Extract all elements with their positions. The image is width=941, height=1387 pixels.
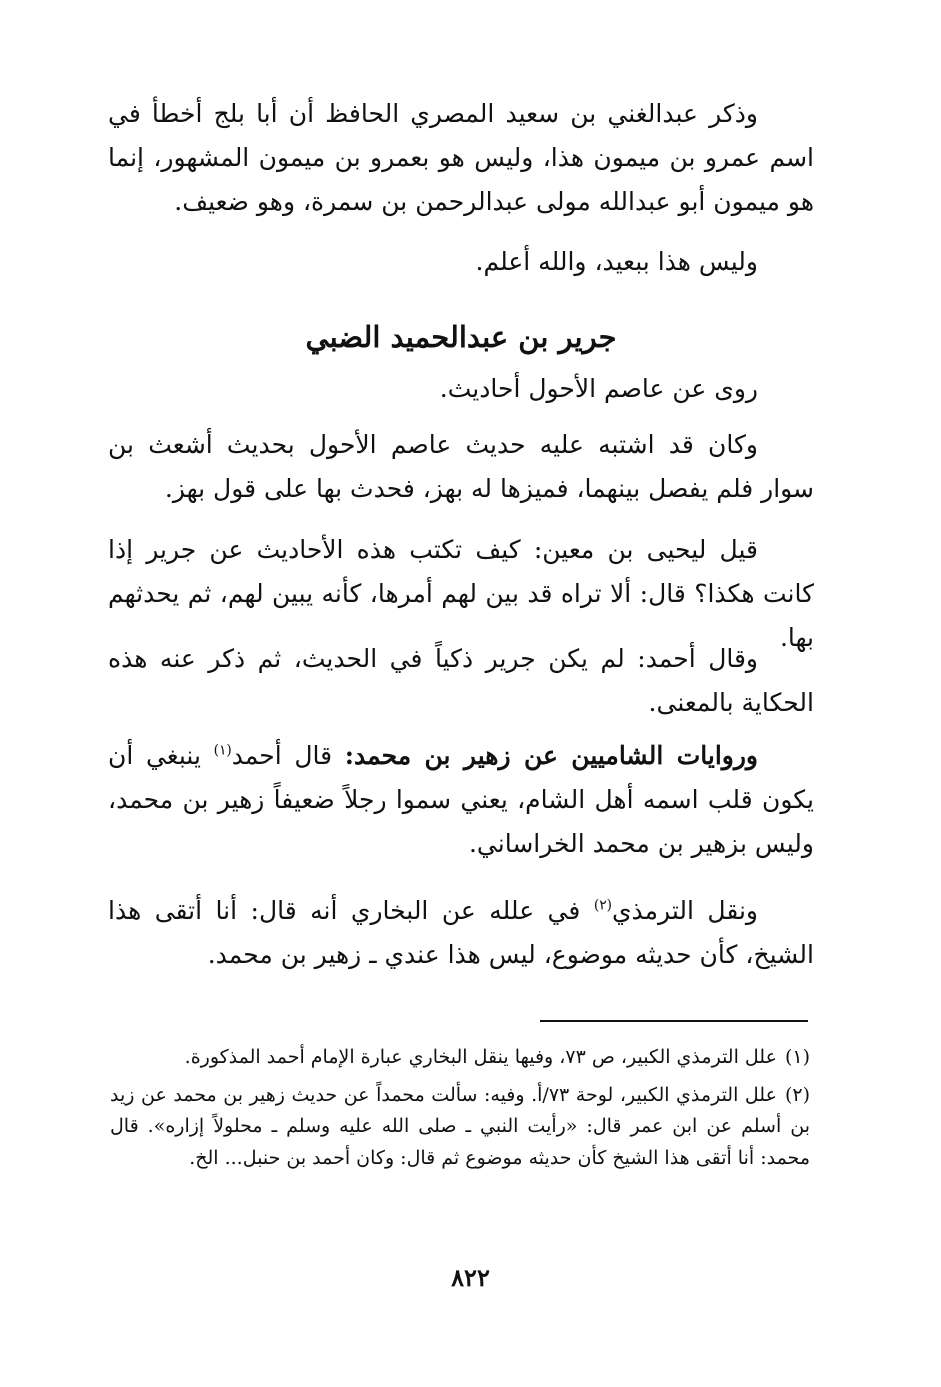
paragraph-ahmad: وقال أحمد: لم يكن جرير ذكياً في الحديث، ثم ذكر عنه هذه الحكاية بالمعنى. bbox=[108, 644, 814, 717]
paragraph-tirmidhi bbox=[108, 889, 814, 977]
paragraph-text: ونقل الترمذي bbox=[611, 896, 758, 925]
paragraph-text: ينبغي أن يكون قلب اسمه أهل الشام، يعني سموا رجلاً ضعيفاً زهير بن محمد، وليس بزهير بن محمد الخراساني. bbox=[108, 741, 814, 858]
paragraph-narration: روى عن عاصم الأحول أحاديث. bbox=[439, 374, 758, 403]
footnote-ref-1[interactable]: (١) bbox=[213, 742, 232, 759]
footnote-separator bbox=[540, 1020, 808, 1022]
footnote-text: علل الترمذي الكبير، لوحة ٧٣/أ. وفيه: سألت محمداً عن حديث زهير بن محمد عن زيد بن أسلم عن ابن عمر قال: «رأيت النبي ـ صلى الله عليه وسلم ـ محلولاً إزاره». قال محمد: أنا أتقى هذا الشيخ كأن حديثه موضوع ثم قال: وكان أحمد بن حنبل... الخ. bbox=[110, 1084, 810, 1169]
bold-lead-in: وروايات الشاميين عن زهير بن محمد: bbox=[344, 741, 758, 770]
paragraph-text: قال أحمد bbox=[231, 741, 345, 770]
footnote-text: علل الترمذي الكبير، ص ٧٣، وفيها ينقل البخاري عبارة الإمام أحمد المذكورة. bbox=[184, 1046, 777, 1068]
paragraph-text: في علله عن البخاري أنه قال: أنا أتقى هذا الشيخ، كأن حديثه موضوع، ليس هذا عندي ـ زهير بن محمد. bbox=[108, 896, 814, 969]
footnote-1 bbox=[110, 1042, 810, 1073]
paragraph-closing-remark: وليس هذا ببعيد، والله أعلم. bbox=[475, 247, 758, 276]
footnote-2 bbox=[110, 1080, 810, 1174]
paragraph-ibn-main: قيل ليحيى بن معين: كيف تكتب هذه الأحاديث عن جرير إذا كانت هكذا؟ قال: ألا تراه قد بين لهم أمرها، كأنه يبين لهم، ثم يحدثهم بها. bbox=[108, 535, 814, 652]
section-heading: جرير بن عبدالحميد الضبي bbox=[305, 320, 617, 354]
paragraph-abdulghani: وذكر عبدالغني بن سعيد المصري الحافظ أن أبا بلج أخطأ في اسم عمرو بن ميمون هذا، وليس هو بعمرو بن ميمون المشهور، إنما هو ميمون أبو عبدالله مولى عبدالرحمن بن سمرة، وهو ضعيف. bbox=[108, 99, 814, 216]
footnote-ref-2[interactable]: (٢) bbox=[593, 897, 612, 914]
page-number: ٨٢٢ bbox=[451, 1263, 490, 1292]
footnote-number: (٢) bbox=[784, 1084, 810, 1106]
paragraph-confusion: وكان قد اشتبه عليه حديث عاصم الأحول بحديث أشعث بن سوار فلم يفصل بينهما، فميزها له بهز، فحدث بها على قول بهز. bbox=[108, 430, 814, 503]
paragraph-shamiyyin bbox=[108, 734, 814, 865]
footnote-number: (١) bbox=[784, 1046, 810, 1068]
